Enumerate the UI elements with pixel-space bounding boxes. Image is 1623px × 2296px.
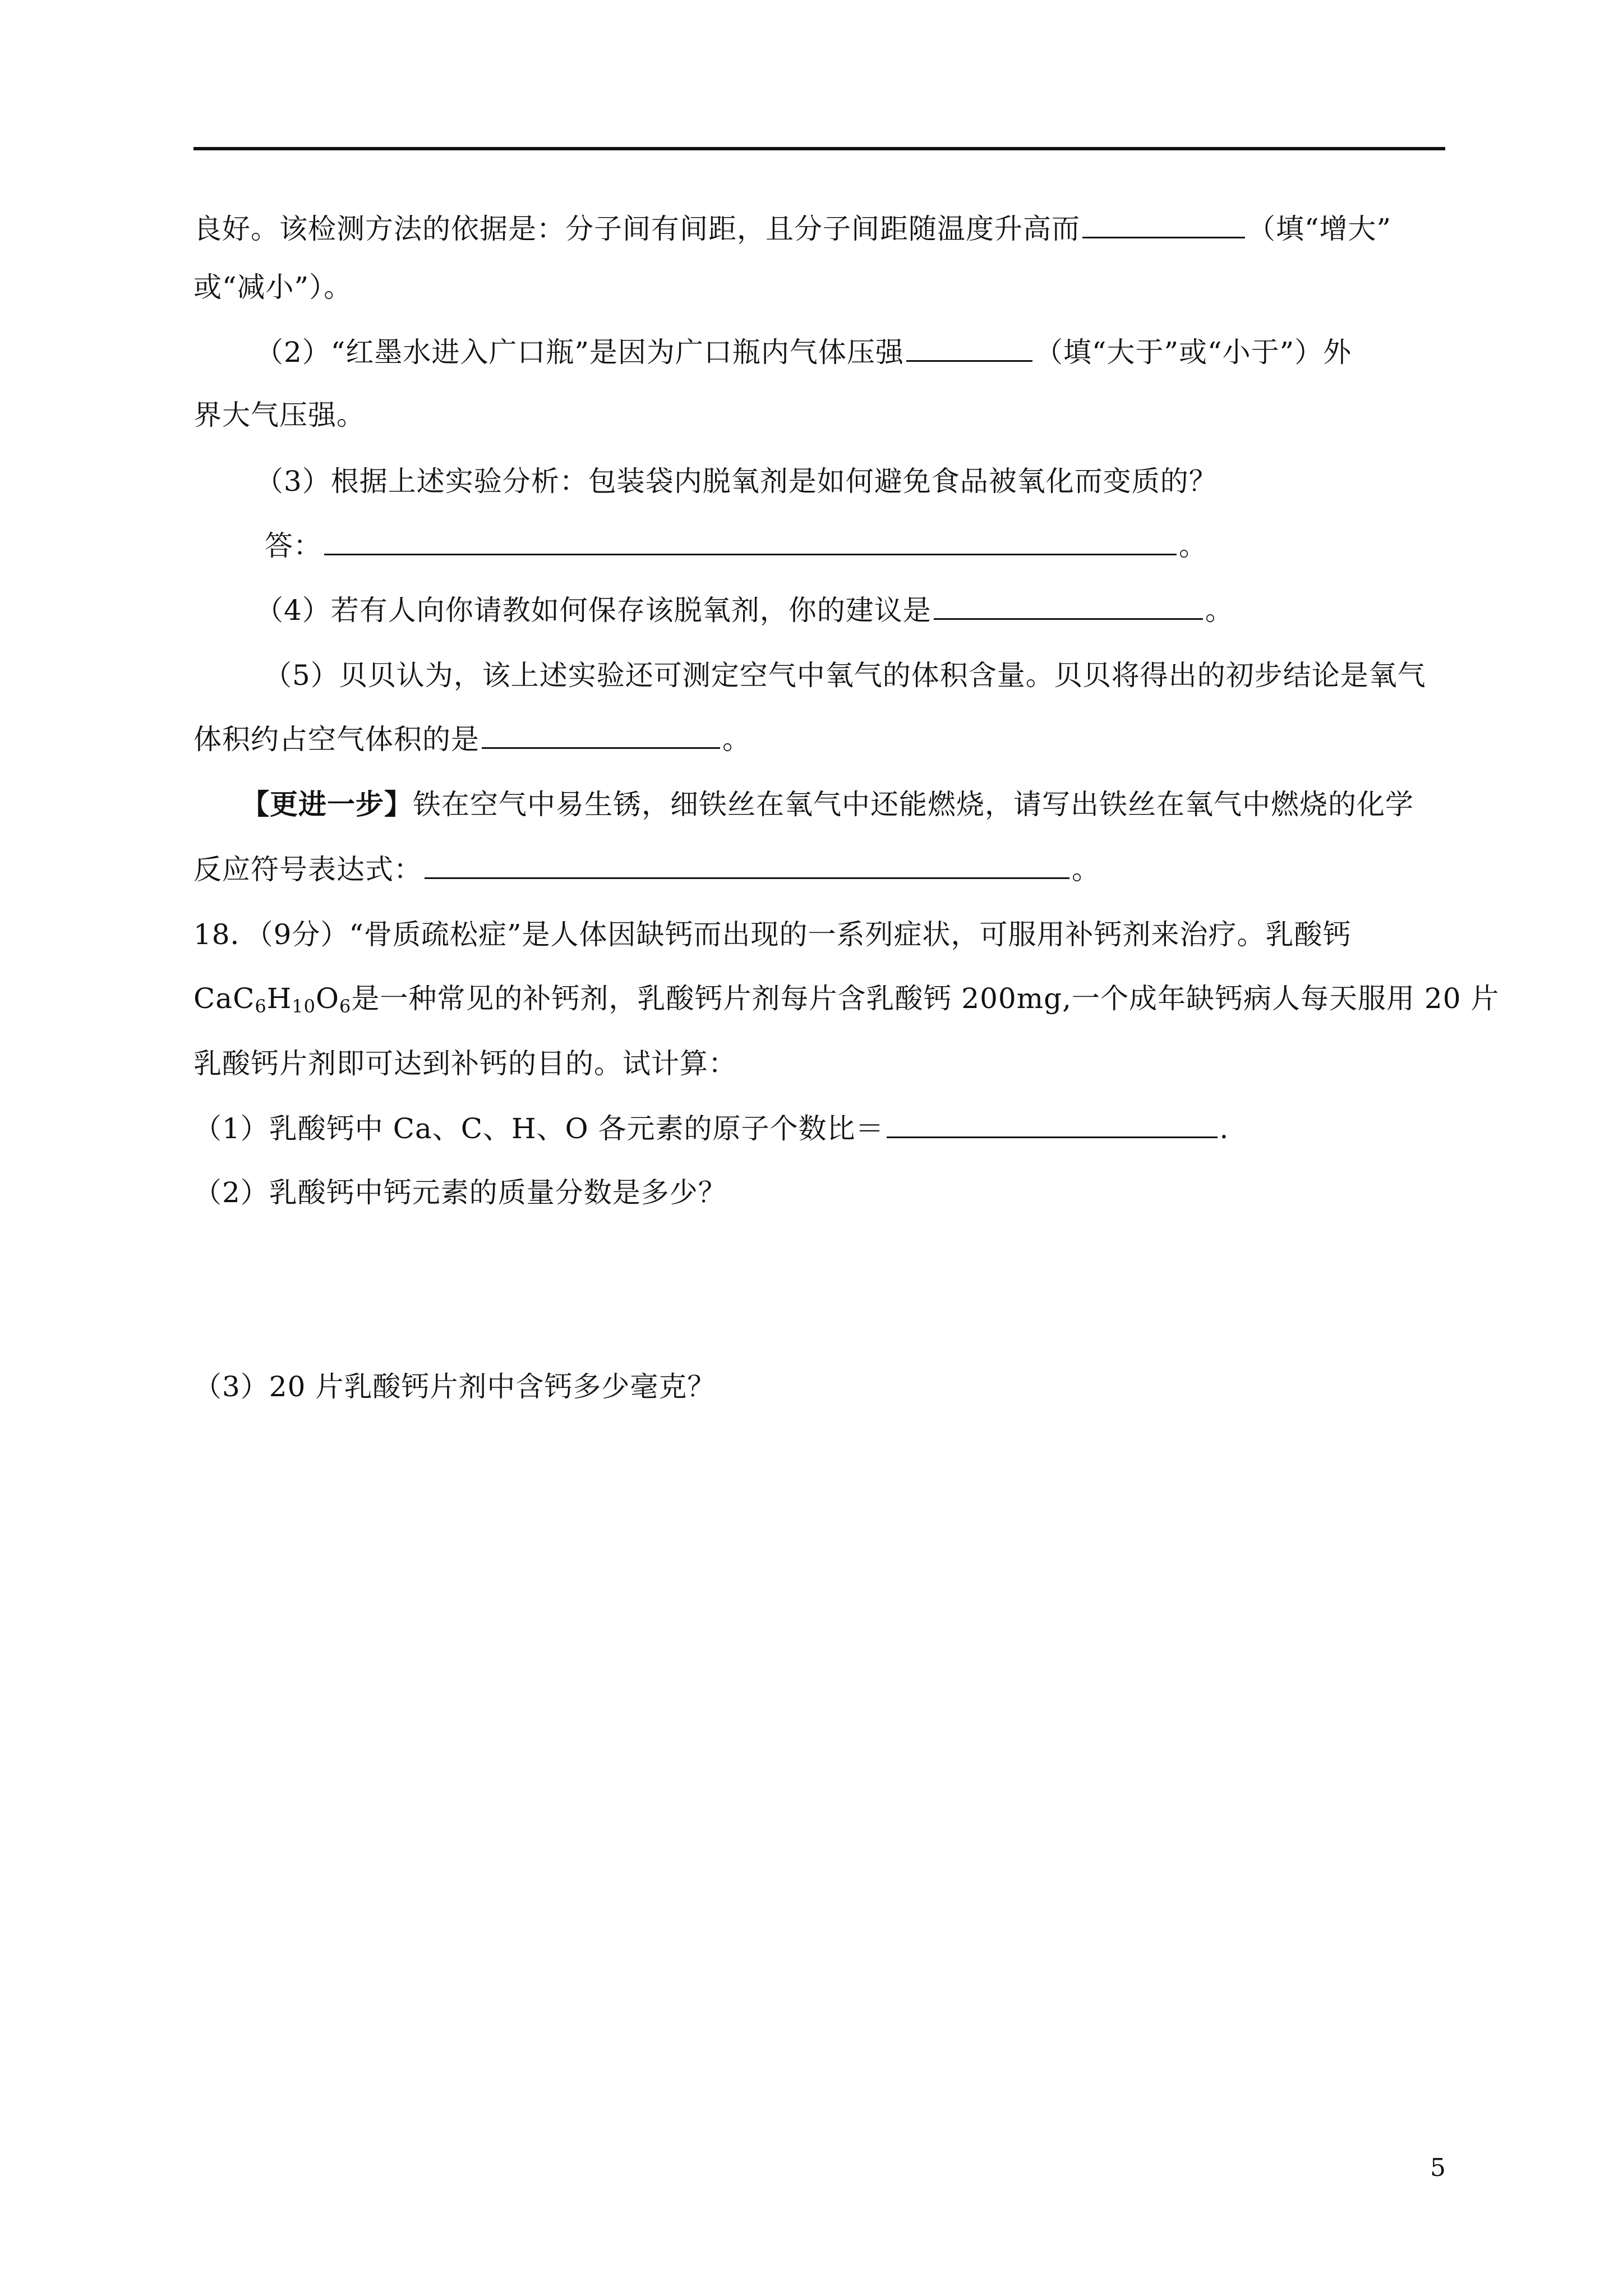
q18-line2 xyxy=(193,982,1499,1015)
formula-part-o: O xyxy=(316,982,340,1015)
q17-part4-text: （4）若有人向你请教如何保存该脱氧剂，你的建议是 xyxy=(255,594,932,627)
q18-line1-text: 18．（9分）“骨质疏松症”是人体因缺钙而出现的一系列症状，可服用补钙剂来治疗。乳酸钙 xyxy=(193,918,1352,951)
q17-line2-text: 或“减小”）。 xyxy=(193,271,353,303)
q17-blank-1[interactable] xyxy=(1082,213,1245,238)
q18-line2-text: 是一种常见的补钙剂，乳酸钙片剂每片含乳酸钙 200mg,一个成年缺钙病人每天服用 20 片 xyxy=(351,982,1500,1015)
q17-part3-text: （3）根据上述实验分析：包装袋内脱氧剂是如何避免食品被氧化而变质的？ xyxy=(255,465,1218,498)
q17-answer-label: 答： xyxy=(265,530,322,562)
q17-line2 xyxy=(193,270,352,304)
formula-sub-6b: 6 xyxy=(339,996,352,1017)
q17-part5 xyxy=(264,659,1426,692)
formula-sub-10: 10 xyxy=(292,996,316,1017)
q18-sub3-text: （3）20 片乳酸钙片剂中含钙多少毫克？ xyxy=(193,1370,716,1403)
q17-part2-cont xyxy=(193,398,365,432)
q17-part3 xyxy=(255,464,1218,498)
page-number: 5 xyxy=(1430,2154,1446,2182)
q17-part3-answer xyxy=(265,529,1207,563)
q17-blank-5[interactable] xyxy=(482,724,720,749)
q17-part4 xyxy=(255,593,1234,627)
q18-sub1-text: （1）乳酸钙中 Ca、C、H、O 各元素的原子个数比＝ xyxy=(193,1112,884,1145)
q18-sub2 xyxy=(193,1176,727,1209)
q17-blank-2[interactable] xyxy=(906,337,1032,362)
q18-formula xyxy=(193,982,351,1015)
q17-part5-cont xyxy=(193,723,751,756)
q17-part5-text: （5）贝贝认为，该上述实验还可测定空气中氧气的体积含量。贝贝将得出的初步结论是氧气 xyxy=(264,659,1426,692)
q18-sub3 xyxy=(193,1370,716,1404)
q17-further-cont xyxy=(193,853,1100,886)
q17-line1-text: 良好。该检测方法的依据是：分子间有间距，且分子间距随温度升高而 xyxy=(193,213,1080,245)
q17-part2-cont-text: 界大气压强。 xyxy=(193,399,365,431)
q18-sub2-text: （2）乳酸钙中钙元素的质量分数是多少？ xyxy=(193,1176,727,1209)
q17-further-end: 。 xyxy=(1072,853,1100,886)
q17-part4-end: 。 xyxy=(1205,594,1234,627)
q17-blank-4[interactable] xyxy=(934,595,1203,620)
q17-part5-end: 。 xyxy=(722,723,751,756)
q17-part2-hint: （填“大于”或“小于”）外 xyxy=(1034,336,1352,369)
q17-line1 xyxy=(193,212,1391,246)
q17-further-text: 铁在空气中易生锈，细铁丝在氧气中还能燃烧，请写出铁丝在氧气中燃烧的化学 xyxy=(413,788,1414,821)
q18-sub1 xyxy=(193,1112,1229,1145)
q17-line1-hint: （填“增大” xyxy=(1247,213,1392,245)
header-rule xyxy=(193,147,1445,150)
q17-part3-end: 。 xyxy=(1179,530,1207,562)
formula-part-cac: CaC xyxy=(193,982,255,1015)
q17-further xyxy=(241,788,1414,821)
q17-part2 xyxy=(255,335,1352,369)
q18-line3 xyxy=(193,1047,737,1080)
q18-blank-1[interactable] xyxy=(887,1113,1218,1138)
q17-further-cont-text: 反应符号表达式： xyxy=(193,853,422,886)
q18-sub1-end: . xyxy=(1219,1112,1229,1145)
formula-sub-6a: 6 xyxy=(255,996,267,1017)
q18-line1 xyxy=(193,918,1352,951)
formula-part-h: H xyxy=(266,982,292,1015)
q17-further-title: 【更进一步】 xyxy=(241,788,413,821)
q17-part5-cont-text: 体积约占空气体积的是 xyxy=(193,723,479,756)
q17-blank-6[interactable] xyxy=(425,854,1069,879)
q17-blank-3[interactable] xyxy=(324,530,1177,555)
q18-line3-text: 乳酸钙片剂即可达到补钙的目的。试计算： xyxy=(193,1047,737,1080)
q17-part2-text: （2）“红墨水进入广口瓶”是因为广口瓶内气体压强 xyxy=(255,336,904,369)
